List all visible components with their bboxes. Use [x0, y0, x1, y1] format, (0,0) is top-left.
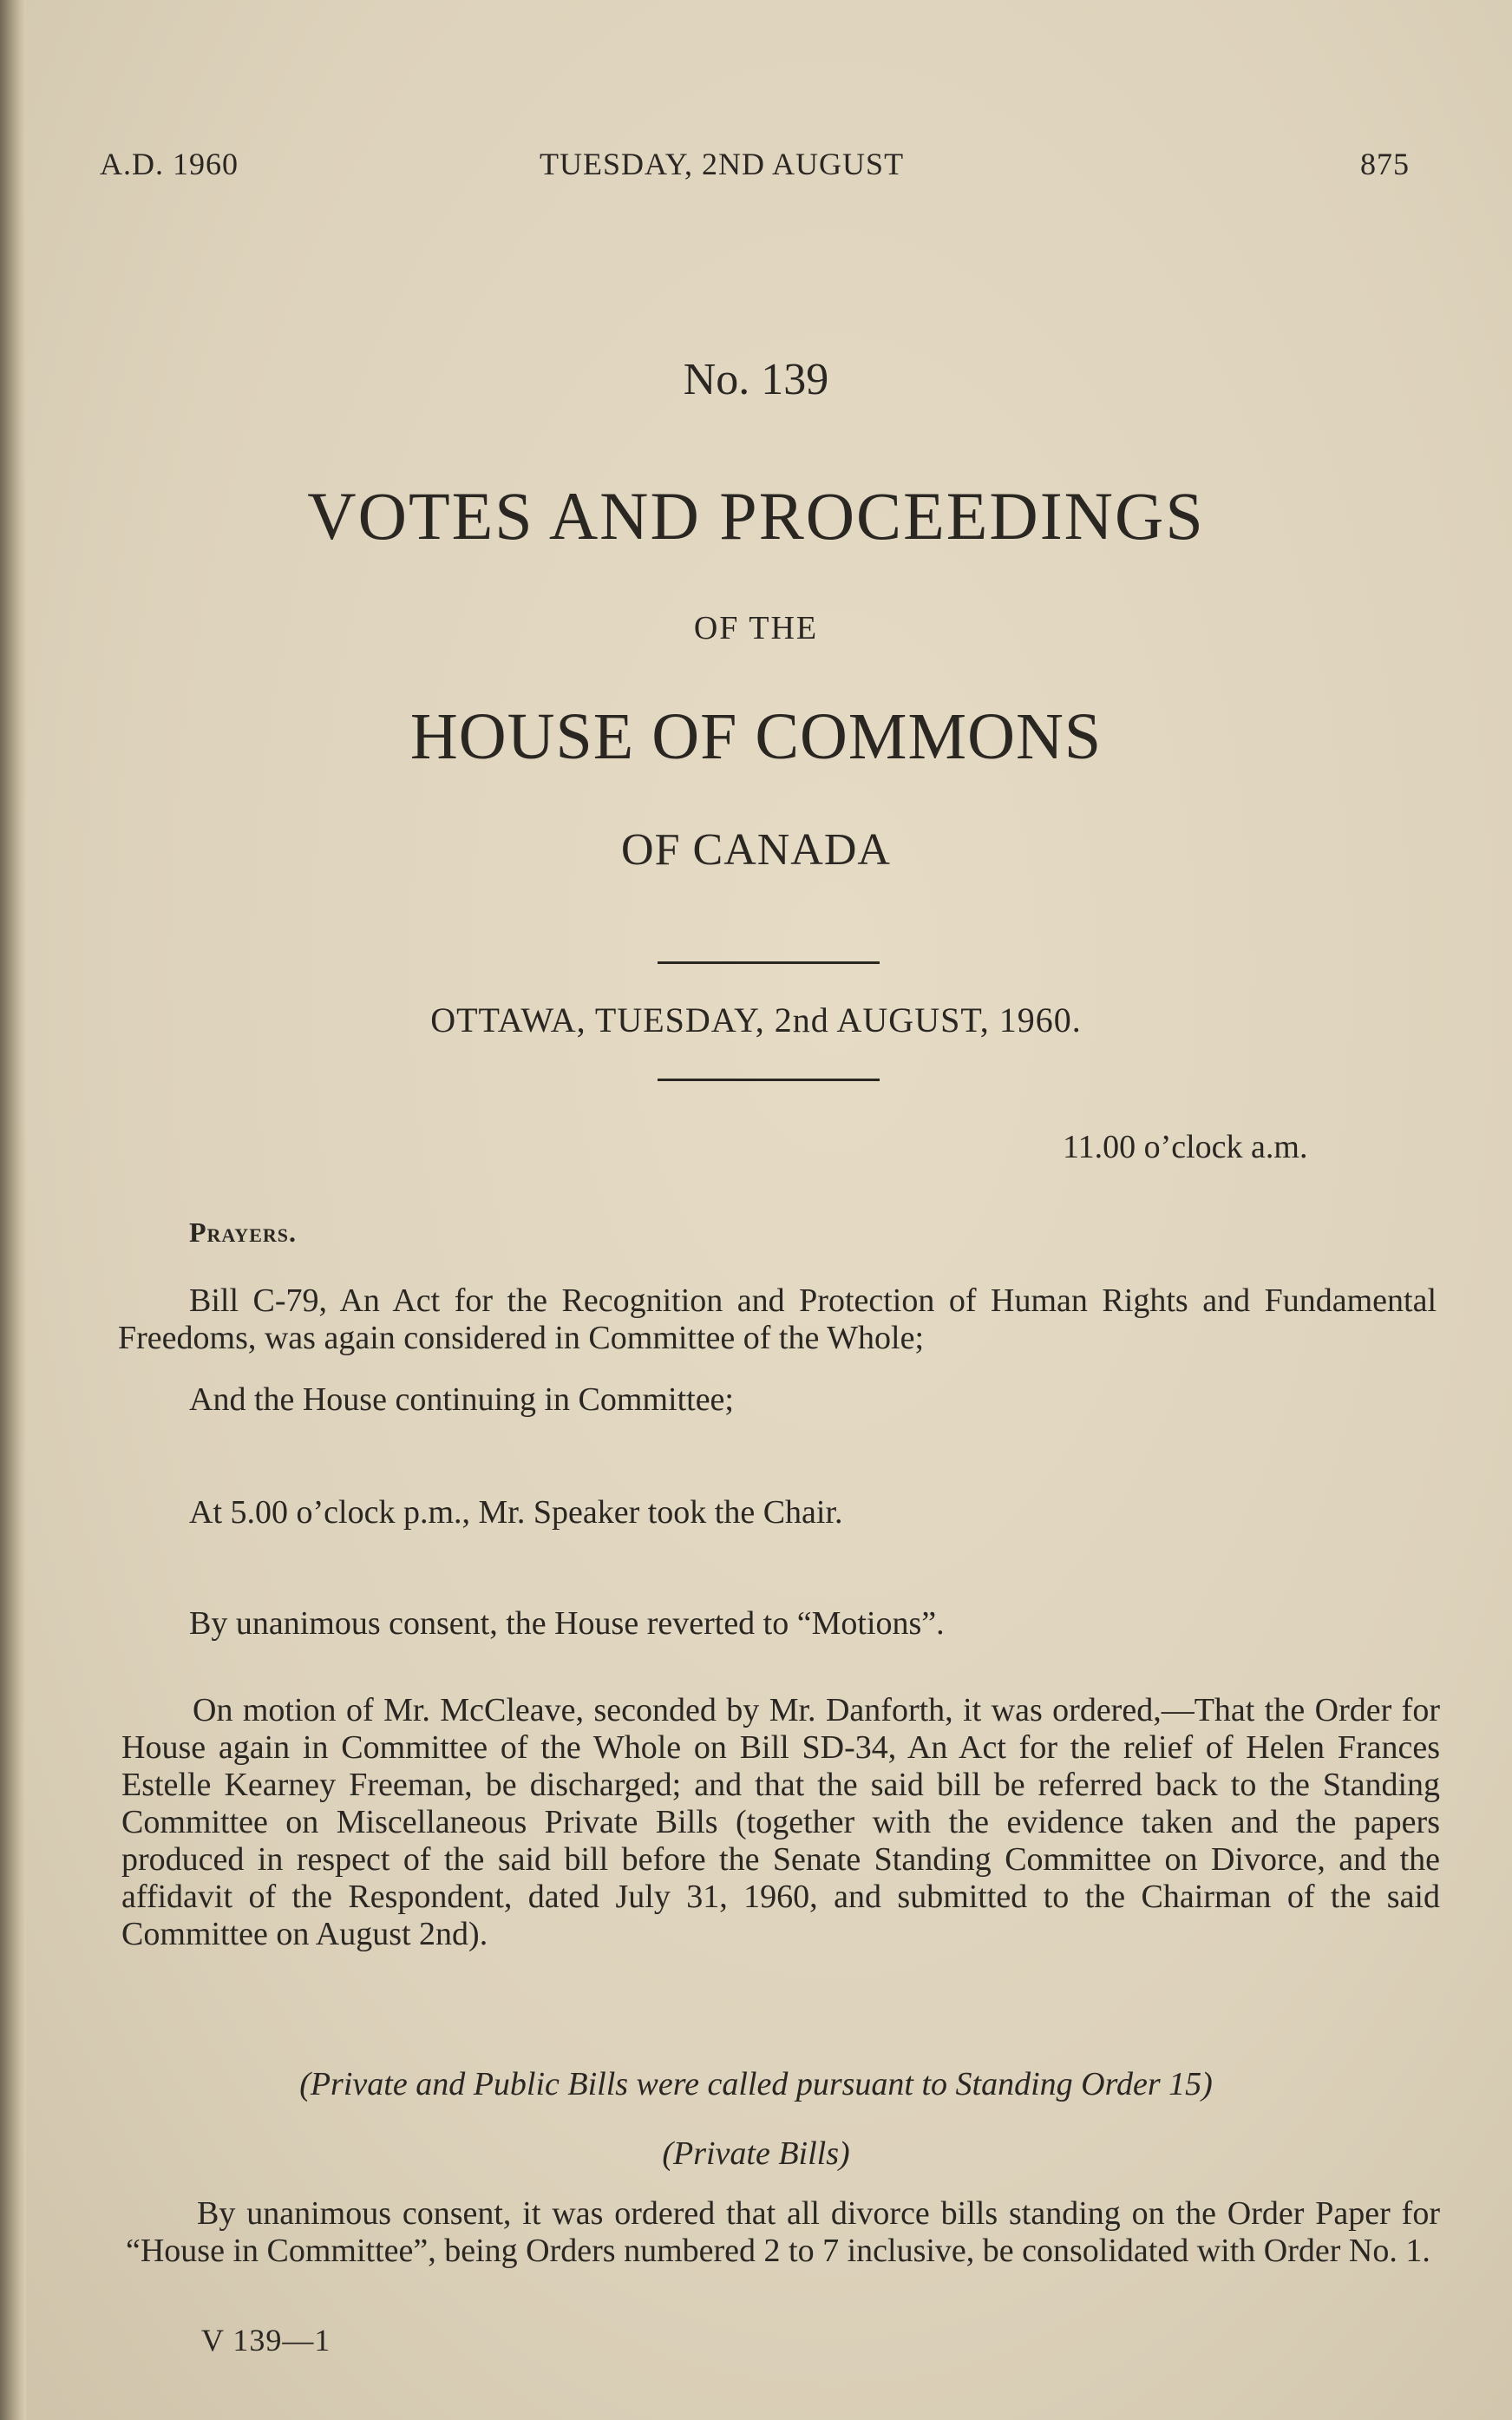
title-of-the: OF THE: [693, 610, 819, 646]
running-head-date: TUESDAY, 2ND AUGUST: [540, 147, 905, 181]
paragraph-divorce-bills: By unanimous consent, it was ordered that all divorce bills standing on the Order Paper for “House in Committee”, being Orders numbered 2 to 7 inclusive, be consolidated with Order No. 1.: [126, 2195, 1440, 2269]
signature-mark: V 139—1: [201, 2323, 331, 2358]
prayers-heading: Prayers.: [189, 1217, 297, 1248]
title-votes-and-proceedings: VOTES AND PROCEEDINGS: [307, 478, 1205, 554]
running-head-year: A.D. 1960: [100, 147, 239, 181]
dateline: OTTAWA, TUESDAY, 2nd AUGUST, 1960.: [430, 1000, 1082, 1039]
title-of-canada: OF CANADA: [621, 825, 891, 875]
paragraph-unanimous-consent: By unanimous consent, the House reverted to “Motions”.: [189, 1605, 945, 1642]
sitting-time: 11.00 o’clock a.m.: [1063, 1129, 1308, 1165]
paragraph-speaker: At 5.00 o’clock p.m., Mr. Speaker took the Chair.: [189, 1494, 843, 1531]
paragraph-motion: On motion of Mr. McCleave, seconded by Mr. Danforth, it was ordered,—That the Order for House again in Committee of the Whole on Bill SD-34, An Act for the relief of Helen Frances Estelle Kearney Freeman, be discharged; and that the said bill be referred back to the Standing Committee on Miscellaneous Private Bills (together with the evidence taken and the papers produced in respect of the said bill before the Senate Standing Committee on Divorce, and the affidavit of the Respondent, dated July 31, 1960, and submitted to the Chairman of the said Committee on August 2nd).: [121, 1692, 1440, 1952]
standing-order-note: (Private and Public Bills were called pursuant to Standing Order 15): [299, 2066, 1213, 2102]
issue-number: No. 139: [683, 355, 829, 404]
divider-bottom: [658, 1079, 880, 1081]
private-bills-heading: (Private Bills): [662, 2135, 850, 2172]
paragraph-bill-c79: Bill C-79, An Act for the Recognition and Protection of Human Rights and Fundamental Freedoms, was again considered in Committee of the Whole;: [118, 1282, 1437, 1356]
paragraph-continuing: And the House continuing in Committee;: [189, 1381, 734, 1418]
divider-top: [658, 961, 880, 964]
title-house-of-commons: HOUSE OF COMMONS: [409, 700, 1103, 773]
page-number: 875: [1360, 147, 1410, 181]
